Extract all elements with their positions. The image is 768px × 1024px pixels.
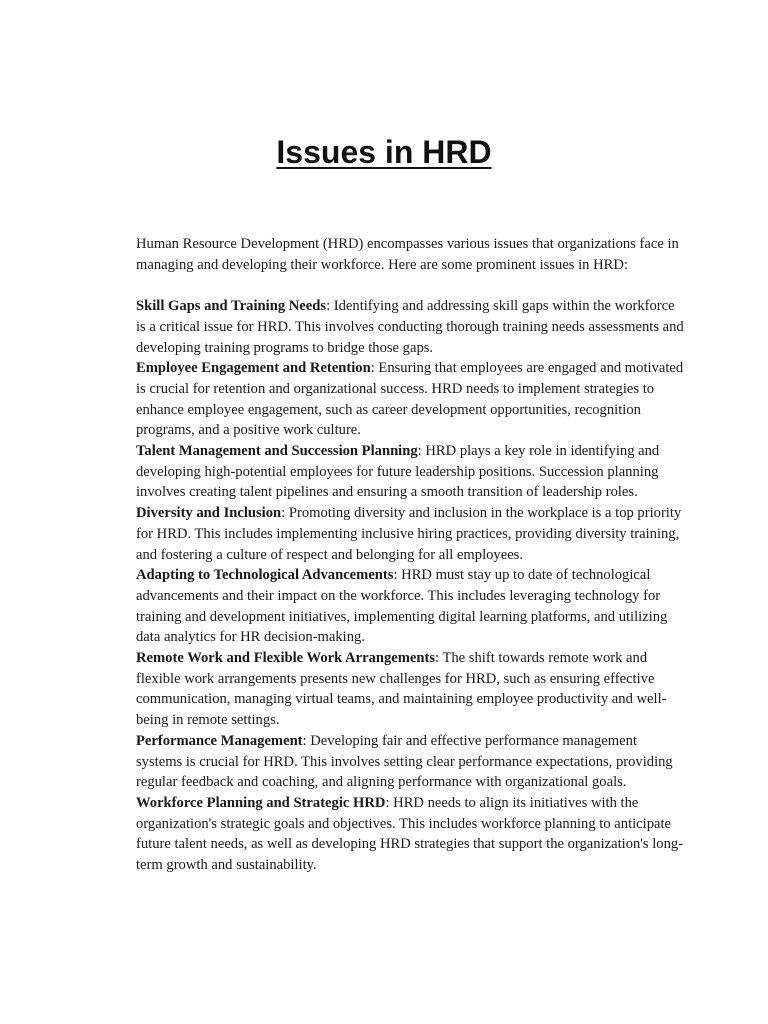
issue-text: : Identifying and addressing skill gaps within the workforce is a critical issue for HRD. This involves conducting thorough training needs assessments and developing training programs to bridge those gaps. <box>136 298 684 356</box>
issue-heading: Workforce Planning and Strategic HRD <box>136 794 386 811</box>
issue-text: : Promoting diversity and inclusion in the workplace is a top priority for HRD. This includes implementing inclusive hiring practices, providing diversity training, and fostering a culture of respect and belonging for all employees. <box>136 505 682 563</box>
issue-text: : HRD plays a key role in identifying and developing high-potential employees for future leadership positions. Succession planning involves creating talent pipelines and ensuring a smooth transition of leadership roles. <box>136 443 660 501</box>
issue-diversity-inclusion <box>136 503 684 565</box>
issue-talent-management <box>136 441 684 503</box>
issue-heading: Talent Management and Succession Planning <box>136 443 418 460</box>
issue-workforce-planning <box>136 793 684 876</box>
issue-heading: Diversity and Inclusion <box>136 505 282 522</box>
issue-heading: Adapting to Technological Advancements <box>136 567 394 584</box>
issue-text: : HRD must stay up to date of technological advancements and their impact on the workforce. This includes leveraging technology for training and development initiatives, implementing digital learning platforms, and utilizing data analytics for HR decision-making. <box>136 567 668 646</box>
issue-employee-engagement <box>136 358 684 441</box>
issue-technological-advancements <box>136 565 684 648</box>
issue-heading: Employee Engagement and Retention <box>136 360 371 377</box>
issue-remote-work <box>136 648 684 731</box>
issue-skill-gaps <box>136 296 684 358</box>
intro-paragraph: Human Resource Development (HRD) encompasses various issues that organizations face in managing and developing their workforce. Here are some prominent issues in HRD: <box>136 236 679 273</box>
issue-heading: Remote Work and Flexible Work Arrangements <box>136 650 436 667</box>
issue-text: : Ensuring that employees are engaged and motivated is crucial for retention and organizational success. HRD needs to implement strategies to enhance employee engagement, such as career development opportunities, recognition programs, and a positive work culture. <box>136 360 684 439</box>
issue-text: : HRD needs to align its initiatives with the organization's strategic goals and objectives. This includes workforce planning to anticipate future talent needs, as well as developing HRD strategies that support the organization's long-term growth and sustainability. <box>136 794 684 874</box>
issue-heading: Skill Gaps and Training Needs <box>136 298 327 315</box>
issue-text: : Developing fair and effective performance management systems is crucial for HRD. This involves setting clear performance expectations, providing regular feedback and coaching, and aligning performance with organizational goals. <box>136 732 673 791</box>
document-body <box>136 234 684 876</box>
issue-text: : The shift towards remote work and flexible work arrangements presents new challenges for HRD, such as ensuring effective communication, managing virtual teams, and maintaining employee productivity and well-being in remote settings. <box>136 650 667 729</box>
issue-heading: Performance Management <box>136 732 303 749</box>
issue-performance-management <box>136 731 684 793</box>
page-title: Issues in HRD <box>276 134 492 170</box>
